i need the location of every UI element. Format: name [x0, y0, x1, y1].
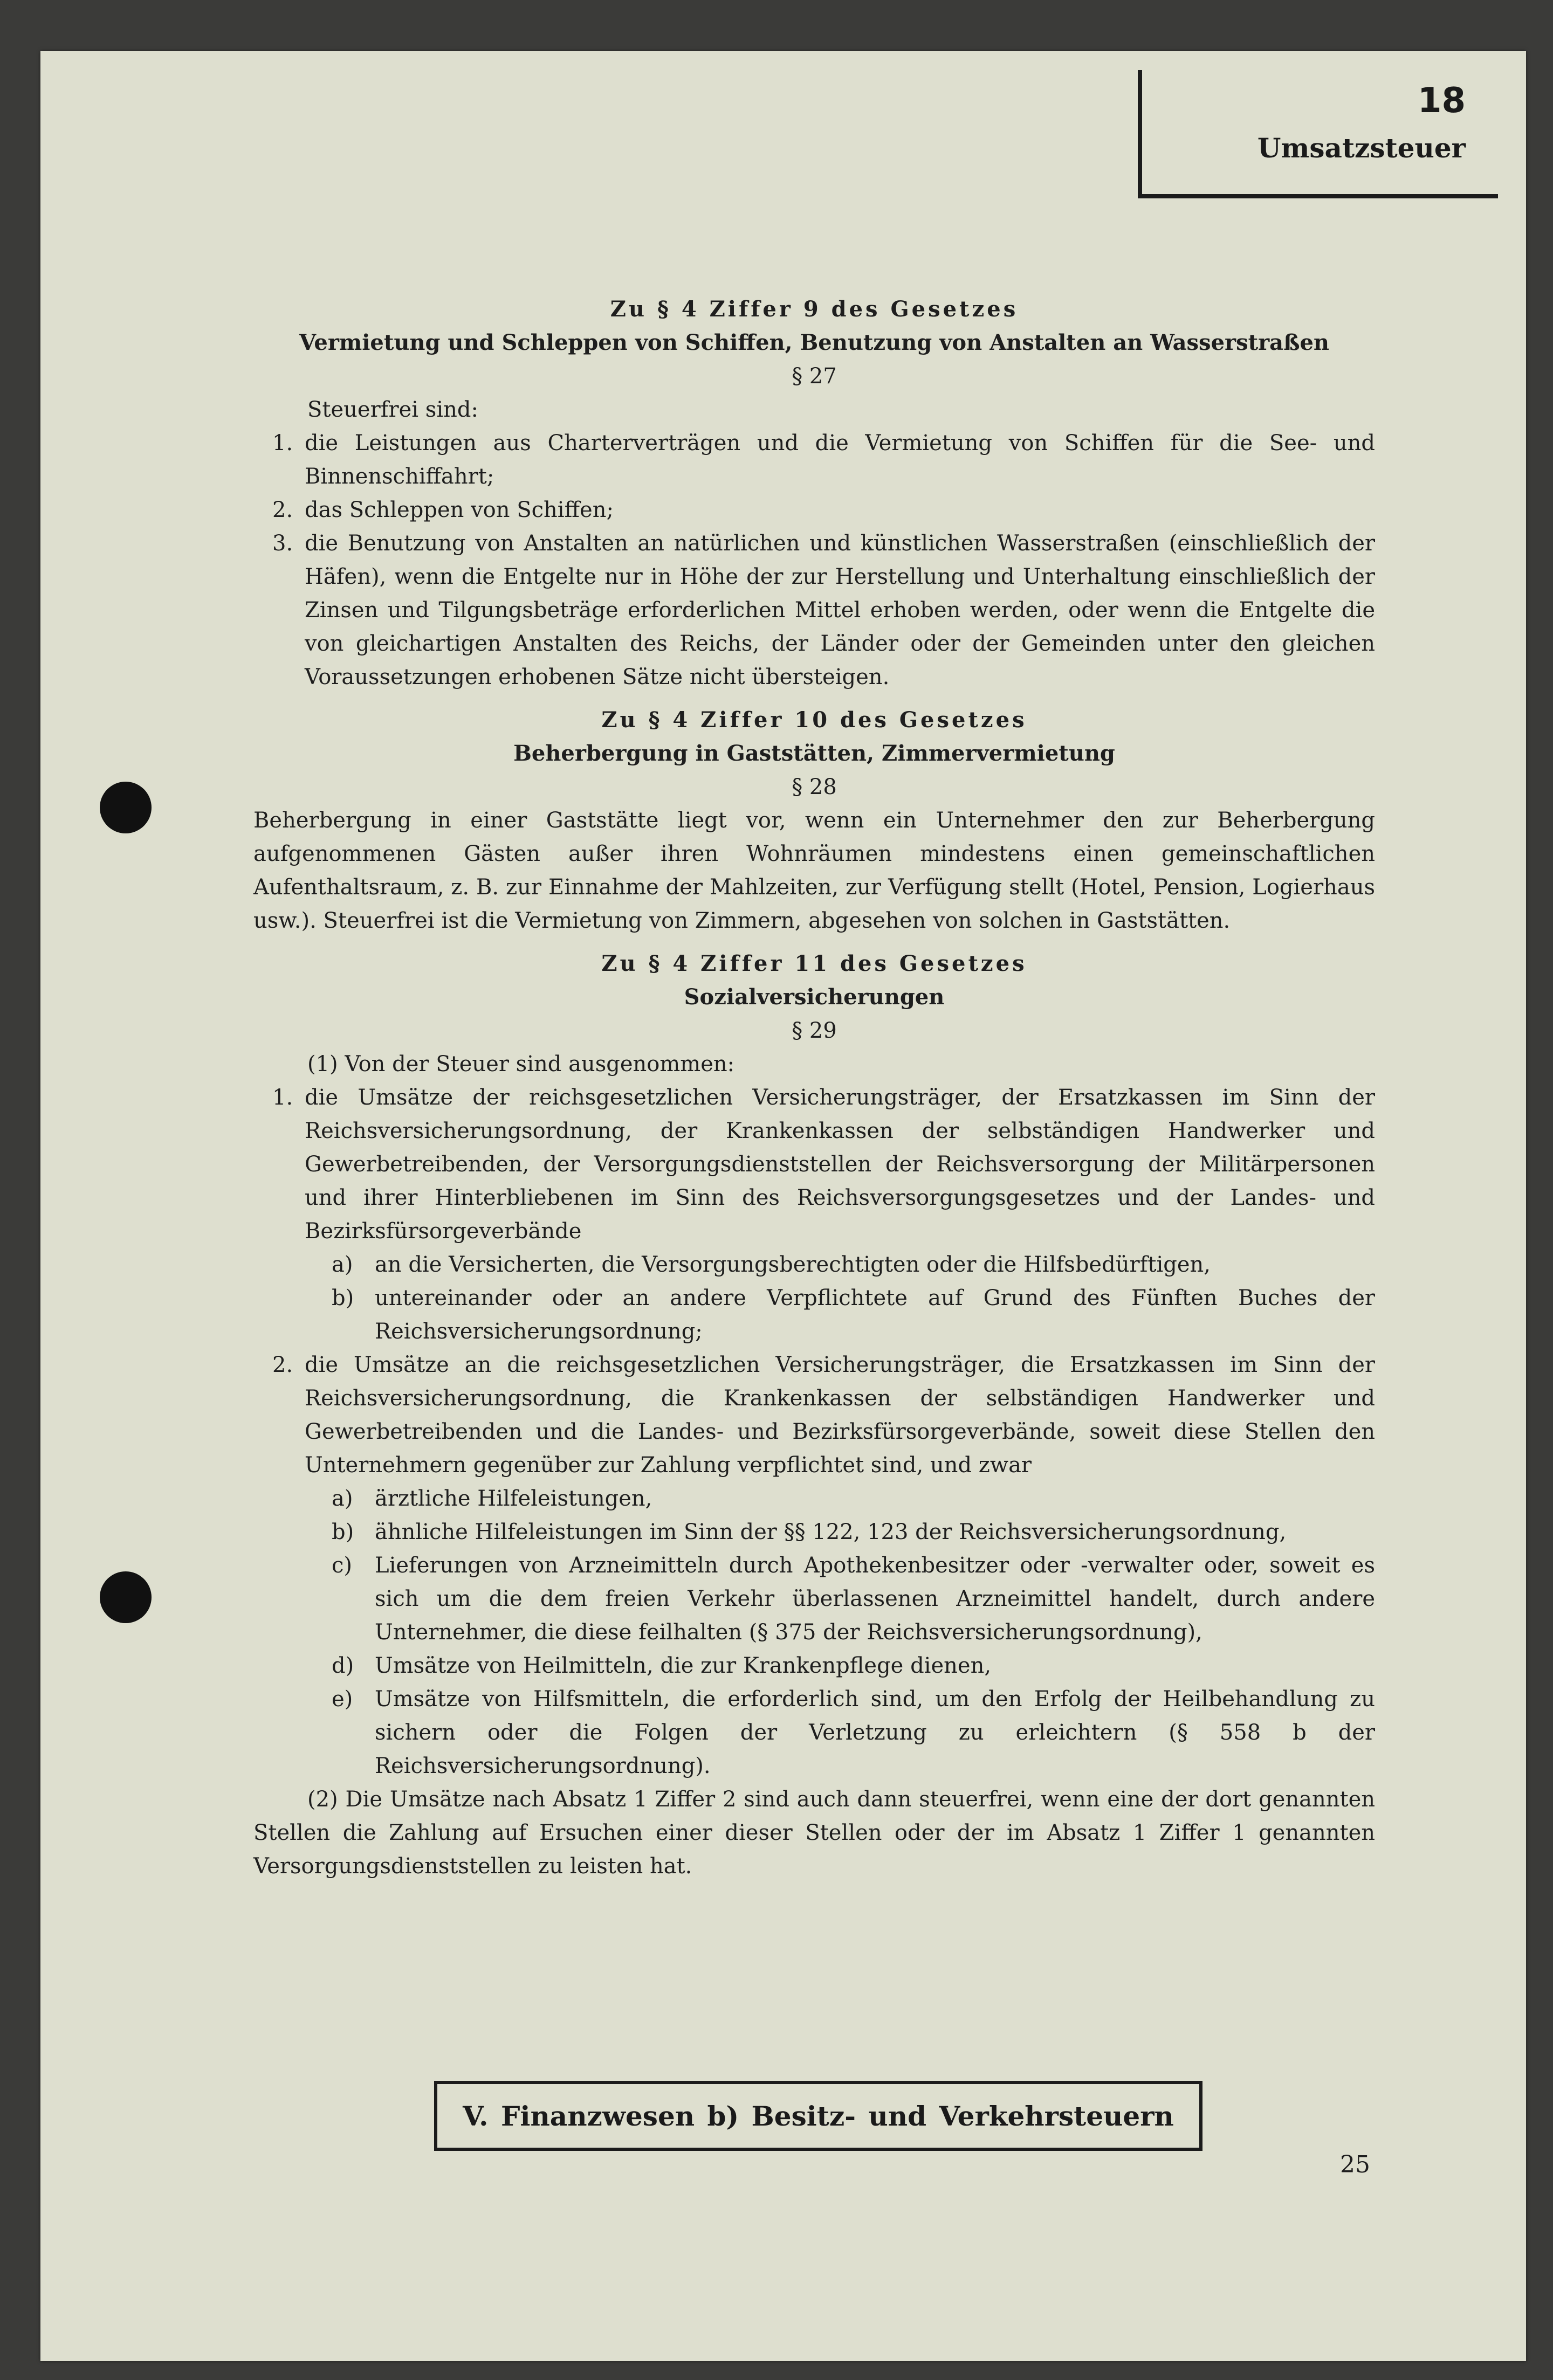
sub-list-text: ärztliche Hilfeleistungen,: [375, 1486, 652, 1511]
section-heading: Zu § 4 Ziffer 10 des Gesetzes: [601, 707, 1027, 733]
sub-list-text: Umsätze von Heilmitteln, die zur Krankenpflege dienen,: [375, 1653, 992, 1678]
paragraph-number: § 27: [792, 364, 837, 389]
body-paragraph: Beherbergung in einer Gaststätte liegt vor, wenn ein Unternehmer den zur Beherbergung aufgenommenen Gästen außer ihren Wohnräumen mindestens einen gemeinschaftlichen Aufenthaltsraum, z. B. zur Einnahme der Mahlzeiten, zur Verfügung stellt (Hotel, Pension, Logierhaus usw.). Steuerfrei ist die Vermietung von Zimmern, abgesehen von solchen in Gaststätten.: [253, 808, 1375, 933]
intro-text: Steuerfrei sind:: [307, 397, 478, 422]
list-item: [253, 527, 1375, 694]
sub-list-marker: a): [332, 1486, 353, 1511]
sub-list-text: Lieferungen von Arzneimitteln durch Apothekenbesitzer oder -verwalter oder, soweit es sich um die dem freien Verkehr überlassenen Arzneimittel handelt, durch andere Unternehmer, die diese feilhalten (§ 375 der Reichsversicherungsordnung),: [375, 1553, 1375, 1645]
section-heading: Zu § 4 Ziffer 11 des Gesetzes: [601, 951, 1027, 976]
sub-list-text: an die Versicherten, die Versorgungsberechtigten oder die Hilfsbedürftigen,: [375, 1252, 1211, 1277]
sub-list-marker: b): [332, 1286, 354, 1310]
paragraph-number: § 29: [792, 1018, 837, 1043]
intro-text: (1) Von der Steuer sind ausgenommen:: [307, 1052, 735, 1077]
sub-list-text: ähnliche Hilfeleistungen im Sinn der §§ 122, 123 der Reichsversicherungsordnung,: [375, 1520, 1287, 1544]
sub-list-marker: b): [332, 1520, 354, 1544]
list-item: [253, 426, 1375, 493]
sub-list-text: untereinander oder an andere Verpflichtete auf Grund des Fünften Buches der Reichsversicherungsordnung;: [375, 1286, 1375, 1344]
sub-list-item: [305, 1515, 1375, 1549]
sub-list-item: [305, 1281, 1375, 1348]
sub-list: [305, 1482, 1375, 1783]
list-item-text: die Umsätze der reichsgesetzlichen Versicherungsträger, der Ersatzkassen im Sinn der Reichsversicherungsordnung, der Krankenkassen der selbständigen Handwerker und Gewerbetreibenden, der Versorgungsdienststellen der Reichsversorgung der Militärpersonen und ihrer Hinterbliebenen im Sinn des Reichsversorgungsgesetzes und der Landes- und Bezirksfürsorgeverbände: [305, 1085, 1375, 1244]
sub-list-text: Umsätze von Hilfsmitteln, die erforderlich sind, um den Erfolg der Heilbehandlung zu sichern oder die Folgen der Verletzung zu erleichtern (§ 558 b der Reichsversicherungsordnung).: [375, 1687, 1375, 1778]
sub-list-item: [305, 1248, 1375, 1281]
list-item-text: die Leistungen aus Charterverträgen und die Vermietung von Schiffen für die See- und Binnenschiffahrt;: [305, 431, 1375, 489]
section-heading: Zu § 4 Ziffer 9 des Gesetzes: [610, 296, 1019, 322]
list-marker: 1.: [272, 431, 293, 456]
exemption-list: [253, 426, 1375, 694]
sub-list: [305, 1248, 1375, 1348]
document-body: [253, 283, 1375, 1883]
footer-box: [434, 2081, 1202, 2151]
section-subheading: Beherbergung in Gaststätten, Zimmervermietung: [513, 741, 1115, 766]
sub-list-item: [305, 1549, 1375, 1649]
sub-list-marker: c): [332, 1553, 353, 1578]
list-marker: 1.: [272, 1085, 293, 1110]
sub-list-item: [305, 1482, 1375, 1515]
header-box: [1138, 70, 1498, 198]
sub-list-marker: e): [332, 1687, 353, 1712]
list-marker: 3.: [272, 531, 293, 556]
sub-list-item: [305, 1682, 1375, 1783]
list-item-text: das Schleppen von Schiffen;: [305, 498, 614, 522]
sub-list-item: [305, 1649, 1375, 1682]
list-item: [253, 1081, 1375, 1348]
list-item-text: die Umsätze an die reichsgesetzlichen Versicherungsträger, die Ersatzkassen im Sinn der Reichsversicherungsordnung, die Krankenkassen der selbständigen Handwerker und Gewerbetreibenden und die Landes- und Bezirksfürsorgeverbände, soweit diese Stellen den Unternehmern gegenüber zur Zahlung verpflichtet sind, und zwar: [305, 1353, 1375, 1478]
section-title: Umsatzsteuer: [1257, 132, 1466, 164]
list-item-text: die Benutzung von Anstalten an natürlichen und künstlichen Wasserstraßen (einschließlich der Häfen), wenn die Entgelte nur in Höhe der zur Herstellung und Unterhaltung einschließlich der Zinsen und Tilgungsbeträge erforderlichen Mittel erhoben werden, oder wenn die Entgelte die von gleichartigen Anstalten des Reichs, der Länder oder der Gemeinden unter den gleichen Voraussetzungen erhobenen Sätze nicht übersteigen.: [305, 531, 1375, 689]
punch-hole-bottom: [100, 1571, 152, 1623]
exemption-list: [253, 1081, 1375, 1783]
sub-list-marker: d): [332, 1653, 354, 1678]
page-number: 25: [1340, 2151, 1370, 2178]
list-marker: 2.: [272, 1353, 293, 1377]
list-item: [253, 493, 1375, 527]
section-subheading: Sozialversicherungen: [684, 984, 945, 1010]
list-item: [253, 1348, 1375, 1783]
footer-label: V. Finanzwesen b) Besitz- und Verkehrsteuern: [463, 2100, 1174, 2132]
section-subheading: Vermietung und Schleppen von Schiffen, Benutzung von Anstalten an Wasserstraßen: [299, 330, 1329, 355]
sub-list-marker: a): [332, 1252, 353, 1277]
section-number: 18: [1417, 81, 1466, 121]
list-marker: 2.: [272, 498, 293, 522]
body-paragraph: (2) Die Umsätze nach Absatz 1 Ziffer 2 sind auch dann steuerfrei, wenn eine der dort genannten Stellen die Zahlung auf Ersuchen einer dieser Stellen oder der im Absatz 1 Ziffer 1 genannten Versorgungsdienststellen zu leisten hat.: [253, 1787, 1375, 1879]
paragraph-number: § 28: [792, 775, 837, 799]
punch-hole-top: [100, 782, 152, 833]
